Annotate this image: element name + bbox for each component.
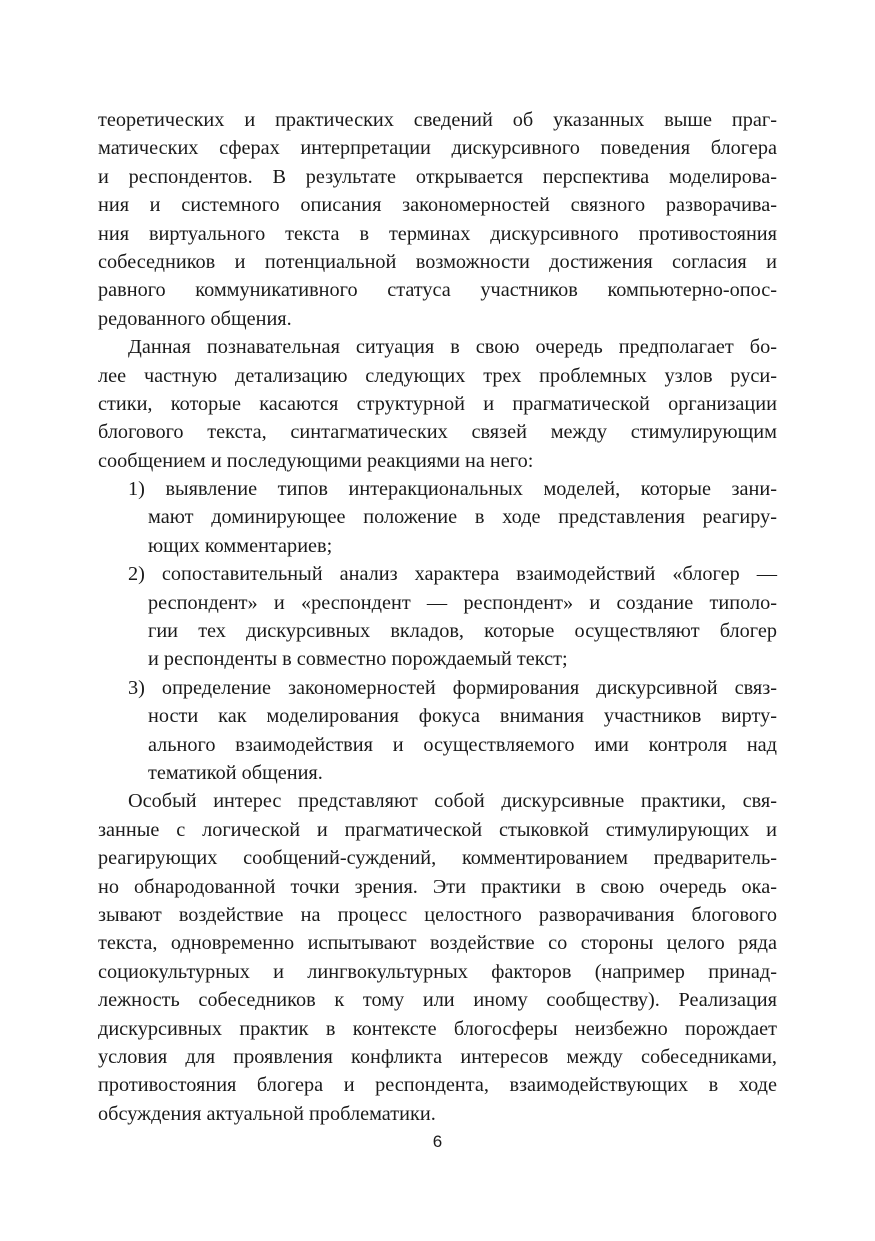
text-line: матических сферах интерпретации дискурсивного поведения блогера — [98, 137, 777, 160]
page-number: 6 — [432, 1132, 443, 1151]
text-line: блогового текста, синтагматических связей между стимулирующим — [98, 421, 777, 444]
text-line: 1) выявление типов интеракциональных моделей, которые зани- — [128, 478, 777, 501]
text-line: ального взаимодействия и осуществляемого ими контроля над — [148, 733, 777, 756]
text-line: ности как моделирования фокуса внимания участников вирту- — [148, 705, 777, 728]
text-line: равного коммуникативного статуса участников компьютерно-опос- — [98, 279, 777, 302]
text-line: противостояния блогера и респондента, взаимодействующих в ходе — [98, 1074, 777, 1097]
text-line: и респонденты в совместно порождаемый текст; — [148, 648, 568, 671]
text-line: и респондентов. В результате открывается перспектива моделирова- — [98, 165, 777, 188]
text-line: стики, которые касаются структурной и прагматической организации — [98, 392, 777, 415]
text-line: социокультурных и лингвокультурных факторов (например принад- — [98, 960, 777, 983]
paragraph-1 — [98, 106, 777, 333]
numbered-list — [98, 475, 777, 787]
text-line: обсуждения актуальной проблематики. — [98, 1102, 436, 1125]
text-line: теоретических и практических сведений об указанных выше праг- — [98, 109, 777, 131]
text-line: ющих комментариев; — [148, 534, 333, 557]
text-line: ния и системного описания закономерностей связного разворачива- — [98, 194, 777, 217]
text-line: сообщением и последующими реакциями на него: — [98, 449, 534, 472]
list-item-3 — [98, 674, 777, 788]
text-line: но обнародованной точки зрения. Эти практики в свою очередь ока- — [98, 875, 777, 898]
text-line: зывают воздействие на процесс целостного разворачивания блогового — [98, 903, 777, 926]
text-line: Особый интерес представляют собой дискурсивные практики, свя- — [128, 790, 777, 813]
text-line: лежность собеседников к тому или иному сообществу). Реализация — [98, 989, 777, 1012]
paragraph-2 — [98, 333, 777, 475]
text-line: занные с логической и прагматической стыковкой стимулирующих и — [98, 818, 777, 841]
text-line: условия для проявления конфликта интересов между собеседниками, — [98, 1045, 777, 1068]
text-line: лее частную детализацию следующих трех проблемных узлов руси- — [98, 364, 777, 387]
paragraph-3 — [98, 787, 777, 1128]
text-line: Данная познавательная ситуация в свою очередь предполагает бо- — [128, 336, 777, 359]
text-line: мают доминирующее положение в ходе представления реагиру- — [148, 506, 777, 529]
text-line: респондент» и «респондент — респондент» и создание типоло- — [148, 591, 777, 614]
text-line: редованного общения. — [98, 307, 292, 330]
text-line: текста, одновременно испытывают воздействие со стороны целого ряда — [98, 932, 777, 955]
text-line: 2) сопоставительный анализ характера взаимодействий «блогер — — [128, 563, 777, 586]
body-text — [98, 106, 777, 1128]
text-line: ния виртуального текста в терминах дискурсивного противостояния — [98, 222, 777, 245]
list-item-2 — [98, 560, 777, 674]
text-line: дискурсивных практик в контексте блогосферы неизбежно порождает — [98, 1017, 777, 1040]
text-line: гии тех дискурсивных вкладов, которые осуществляют блогер — [148, 620, 777, 643]
text-line: собеседников и потенциальной возможности достижения согласия и — [98, 250, 777, 273]
text-line: реагирующих сообщений-суждений, комментированием предваритель- — [98, 847, 777, 870]
text-line: 3) определение закономерностей формирования дискурсивной связ- — [128, 676, 777, 699]
list-item-1 — [98, 475, 777, 560]
text-line: тематикой общения. — [148, 761, 323, 784]
